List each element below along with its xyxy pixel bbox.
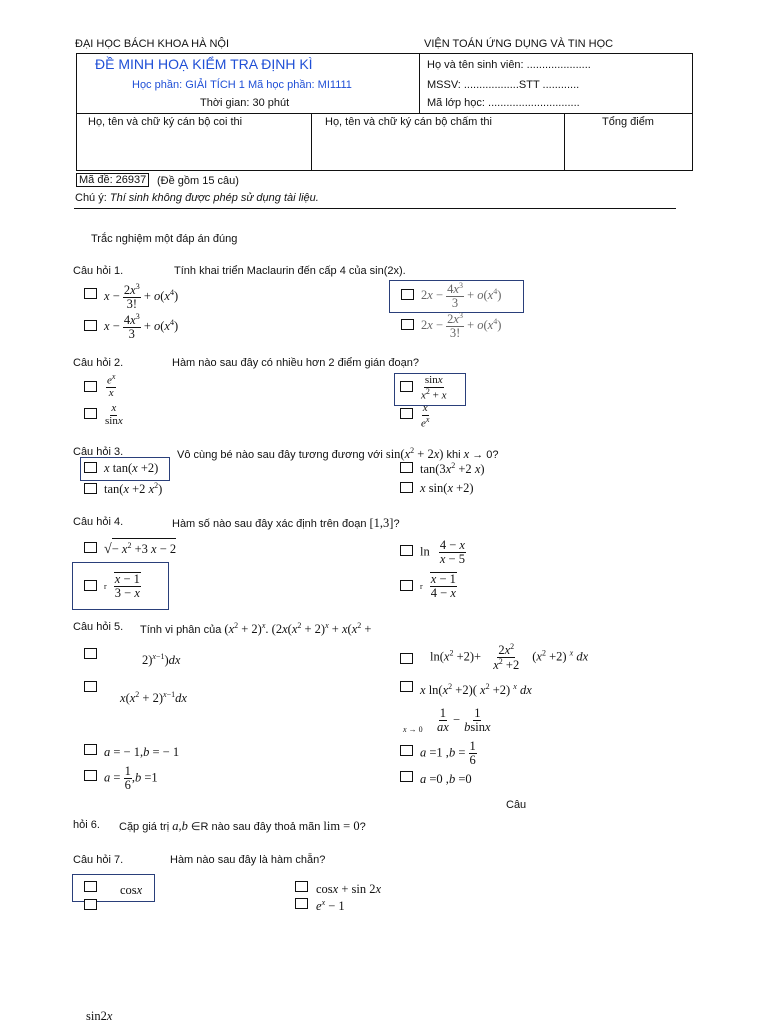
note-label: Chú ý: — [75, 192, 107, 204]
q1-option-c-checkbox[interactable] — [84, 320, 97, 331]
question-count: (Đề gồm 15 câu) — [157, 175, 239, 187]
q2-option-d: $\frac{x}{e^x}$ — [421, 402, 430, 430]
q7-option-b: cosx + sin 2x — [316, 882, 382, 896]
q3-option-b-checkbox[interactable] — [400, 462, 413, 473]
course-line: Học phần: GIẢI TÍCH 1 Mã học phần: MI1111 — [132, 79, 352, 91]
signature-divider-2 — [564, 113, 565, 171]
q4-option-b: ln $\frac{4 - x}{x - 5}$ — [420, 538, 465, 567]
q1-option-d-checkbox[interactable] — [401, 319, 414, 330]
q4-option-c-checkbox[interactable] — [84, 580, 97, 591]
grader-label: Họ, tên và chữ ký cán bộ chấm thi — [325, 116, 492, 128]
q2-option-b: $\frac{\sin x}{x^2 + x}$ — [421, 374, 447, 402]
q7-option-c-checkbox[interactable] — [84, 899, 97, 910]
q1-option-c: x − $\frac{4x^3}{3}$ + $o(x^4)$ — [104, 312, 179, 342]
q6-option-b: a =1 ,b = $\frac{1}{6}$ — [420, 739, 476, 768]
q1-text: Tính khai triển Maclaurin đến cấp 4 của sin(2x). — [174, 265, 406, 277]
q5-label: Câu hỏi 5. — [73, 621, 124, 633]
q6-text: Cặp giá trị a,b ∈R nào sau đây thoả mãn lim = 0? — [119, 819, 366, 833]
q7-option-d: $e^x - 1$ — [316, 898, 345, 914]
q3-option-a: x tan(x +2) — [104, 461, 159, 475]
q4-option-a-checkbox[interactable] — [84, 542, 97, 553]
q2-label: Câu hỏi 2. — [73, 357, 124, 369]
total-score-label: Tổng điểm — [602, 116, 654, 128]
q1-option-b: 2x − $\frac{4x^3}{3}$ + $o(x^4)$ — [421, 281, 502, 311]
q6-limit-sub: x → 0 — [403, 725, 423, 734]
q3-label: Câu hỏi 3. — [73, 446, 124, 458]
q2-option-c: $\frac{x}{\sin x}$ — [105, 402, 123, 427]
student-name-field: Họ và tên sinh viên: ..................... — [427, 59, 591, 71]
q4-option-c: r $\frac{x - 1}{3 - x}$ — [104, 572, 140, 601]
signature-divider-1 — [311, 113, 312, 171]
q5-text: Tính vi phân của $(x^2 + 2)^x$. ($2x(x^2 + 2)^x + x(x^2$ + — [140, 621, 372, 637]
q5-option-c-checkbox[interactable] — [84, 681, 97, 692]
q3-option-d-checkbox[interactable] — [400, 482, 413, 493]
q3-option-a-checkbox[interactable] — [84, 462, 97, 473]
q1-option-b-checkbox[interactable] — [401, 289, 414, 300]
q6-option-c-checkbox[interactable] — [84, 770, 97, 781]
institute-name: VIỆN TOÁN ỨNG DỤNG VÀ TIN HỌC — [424, 38, 614, 50]
q5-option-d-checkbox[interactable] — [400, 681, 413, 692]
q2-option-d-checkbox[interactable] — [400, 408, 413, 419]
q1-option-a: x − $\frac{2x^3}{3!}$ + $o(x^4)$ — [104, 282, 179, 312]
q1-option-d: 2x − $\frac{2x^3}{3!}$ + $o(x^4)$ — [421, 311, 502, 341]
q6-option-d: a =0 ,b =0 — [420, 772, 472, 786]
university-name: ĐẠI HỌC BÁCH KHOA HÀ NỘI — [75, 38, 230, 50]
q6-label-b: hỏi 6. — [73, 819, 100, 831]
q1-option-a-checkbox[interactable] — [84, 288, 97, 299]
header-rule — [74, 208, 676, 209]
q7-label: Câu hỏi 7. — [73, 854, 124, 866]
q7-option-d-checkbox[interactable] — [295, 898, 308, 909]
q5-option-b: $\ln(x^2 +2)+$ $\frac{2x^2}{x^2 +2}$ $(x^2 +2)$ $^x$ dx — [430, 642, 589, 673]
q2-option-a-checkbox[interactable] — [84, 381, 97, 392]
q1-label: Câu hỏi 1. — [73, 265, 124, 277]
q3-option-d: x sin(x +2) — [420, 481, 474, 495]
note — [75, 192, 319, 204]
header-divider — [419, 53, 420, 114]
exam-code: Mã đề: 26937 — [76, 173, 149, 187]
mssv-field: MSSV: ..................STT ............ — [427, 79, 580, 91]
q6-option-c: a = $\frac{1}{6}$ ,b =1 — [104, 764, 158, 793]
section-title: Trắc nghiệm một đáp án đúng — [91, 233, 238, 245]
q2-text: Hàm nào sau đây có nhiều hơn 2 điểm gián đoạn? — [172, 357, 419, 369]
header-row-divider — [76, 113, 693, 114]
q4-label: Câu hỏi 4. — [73, 516, 124, 528]
q7-extra: sin2x — [86, 1009, 113, 1023]
q2-option-a: $\frac{e^x}{x}$ — [107, 372, 116, 400]
q7-text: Hàm nào sau đây là hàm chẵn? — [170, 854, 326, 866]
q5-option-c: $x(x^2 + 2)^{x-1}dx$ — [120, 690, 187, 706]
q2-option-b-checkbox[interactable] — [400, 381, 413, 392]
exam-title: ĐỀ MINH HOẠ KIỂM TRA ĐỊNH KÌ — [95, 56, 313, 72]
q6-limit-expr: $\frac{1}{ax}$ − $\frac{1}{bsinx}$ — [437, 706, 491, 735]
q3-text: Vô cùng bé nào sau đây tương đương với $\sin(x^2 + 2x)$ khi x → 0? — [177, 446, 499, 462]
q5-option-a: 2)$^{x-1}$)dx — [142, 652, 181, 668]
q3-option-b: $\tan(3x^2 +2$ x) — [420, 461, 485, 477]
q3-option-c-checkbox[interactable] — [84, 483, 97, 494]
class-code-field: Mã lớp học: .............................. — [427, 97, 580, 109]
proctor-label: Họ, tên và chữ ký cán bộ coi thi — [88, 116, 243, 128]
q6-label-a: Câu — [506, 799, 527, 811]
q5-option-a-checkbox[interactable] — [84, 648, 97, 659]
q4-option-b-checkbox[interactable] — [400, 545, 413, 556]
q6-option-a: a = − 1,b = − 1 — [104, 745, 180, 759]
q6-option-a-checkbox[interactable] — [84, 744, 97, 755]
q2-option-c-checkbox[interactable] — [84, 408, 97, 419]
q7-option-b-checkbox[interactable] — [295, 881, 308, 892]
q6-option-d-checkbox[interactable] — [400, 771, 413, 782]
q4-text: Hàm số nào sau đây xác định trên đoạn [1,3]? — [172, 516, 400, 530]
note-text: Thí sinh không được phép sử dụng tài liệu. — [109, 192, 319, 204]
q5-option-d: x $\ln(x^2 +2)$( $x^2 +2$) $^x$ dx — [420, 682, 532, 698]
q6-option-b-checkbox[interactable] — [400, 745, 413, 756]
time-line: Thời gian: 30 phút — [200, 97, 290, 109]
q4-option-d-checkbox[interactable] — [400, 580, 413, 591]
q4-option-a: √− $x^2 +3$ x − 2 — [104, 532, 176, 558]
q3-option-c: tan(x +2 $x^2$) — [104, 481, 163, 497]
q7-option-a-checkbox[interactable] — [84, 881, 97, 892]
q5-option-b-checkbox[interactable] — [400, 653, 413, 664]
q4-option-d: r $\frac{x - 1}{4 - x}$ — [420, 572, 456, 601]
q7-option-a: cosx — [120, 883, 143, 897]
